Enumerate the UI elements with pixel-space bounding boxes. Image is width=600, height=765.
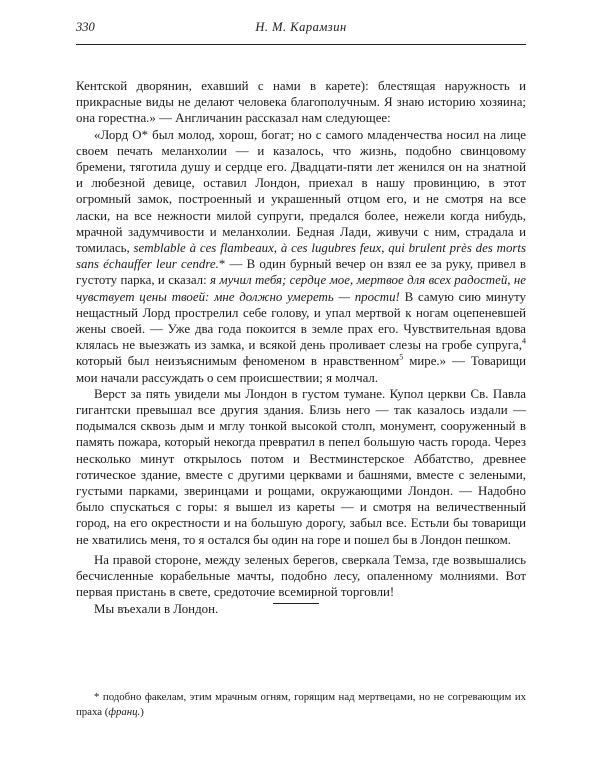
- paragraph-2-part-e: мире.» — Товарищи мои начали рассуждать о сем происшествии; я молчал.: [76, 354, 526, 385]
- paragraph-2: [76, 127, 526, 386]
- page-number: 330: [76, 20, 95, 34]
- paragraph-5: Мы въехали в Лондон.: [94, 601, 219, 616]
- running-title: Н. М. Карамзин: [255, 20, 347, 34]
- paragraph-2-part-d: который был неизъяснимым феноменом в нравственном: [76, 354, 400, 369]
- paragraph-1: Кентской дворянин, ехавший с нами в карете): блестящая наружность и прикрасные виды не делают человека благополучным. Я знаю историю хозяина; она горестна.» — Англичанин рассказал нам следующее:: [76, 79, 526, 126]
- section-separator: [273, 603, 319, 604]
- footnote-text: * подобно факелам, этим мрачным огням, горящим над мертвецами, но не согревающим их праха (: [76, 691, 526, 718]
- paragraph-2-part-c: В самую сию минуту нещастный Лорд прострелил себе голову, и упал мертвой к ногам оцепеневшей жены своей. — Уже два года покоится в земле прах его. Чувствительная вдова клялась не выезжать из замка, и всякой день проливает слезы на гробе супруга,: [76, 289, 527, 353]
- main-text: [76, 78, 526, 617]
- footnote-close: ): [140, 705, 144, 718]
- paragraph-3: Верст за пять увидели мы Лондон в густом тумане. Купол церкви Св. Павла гигантски превышал все другия здания. Близь него — так казалось издали — подымался сквозь дым и мглу тонкой высокой столп, монумент, сооруженный в память пожара, который некогда превратил в пепел большую часть города. Через несколько минут открылось потом и Вестминстерское Аббатство, древнее готическое здание, вместе с другими церквами и башнями, вместе с зелеными, густыми парками, зверинцами и рощами, окружающими Лондон. — Надобно было спускаться с горы: я вышел из кареты — и смотря на величественный город, на его окрестности и на большую дорогу, забыл все. Естьли бы товарищи не хватились меня, то я остался бы один на горе и пошел бы в Лондон пешком.: [76, 386, 526, 547]
- paragraph-2-part-a: «Лорд О* был молод, хорош, богат; но с самого младенчества носил на лице своем печать меланхолии — и казалось, что жизнь, подобно свинцовому бремени, тяготила душу и сердце его. Двадцати-пяти лет женился он на знатной и любезной девице, оставил Лондон, приехал в нашу провинцию, в этот огромный замок, построенный и украшенный отцом его, и не смотря на все ласки, на все нежности милой супруги, предался более, нежели когда нибудь, мрачной задумчивости и меланхолии. Бедная Лади, живучи с ним, страдала и томилась,: [76, 127, 526, 256]
- endnote-marker-4: 4: [522, 336, 526, 346]
- paragraph-2-part-b: * — В один бурный вечер он взял ее за руку, привел в густоту парка, и сказал:: [76, 257, 527, 288]
- paragraph-4: На правой стороне, между зеленых берегов, сверкала Темза, где возвышались бесчисленные корабельные мачты, подобно лесу, опаленному молниями. Вот первая пристань в свете, средоточие всемирной торговли!: [76, 552, 526, 600]
- italic-speech: я мучил тебя; сердце мое, мертвое для всех радостей, не чувствует цены твоей: мне должно умереть — прости!: [76, 273, 526, 304]
- endnote-marker-5: 5: [399, 353, 404, 363]
- french-quote: semblable à ces flambeaux, à ces lugubres feux, qui brulent près des morts sans échauffer leur cendre.: [76, 241, 526, 272]
- page-header: [76, 20, 526, 38]
- footnote-language: франц.: [108, 705, 141, 718]
- footnote: [76, 690, 526, 719]
- header-rule: [76, 44, 526, 45]
